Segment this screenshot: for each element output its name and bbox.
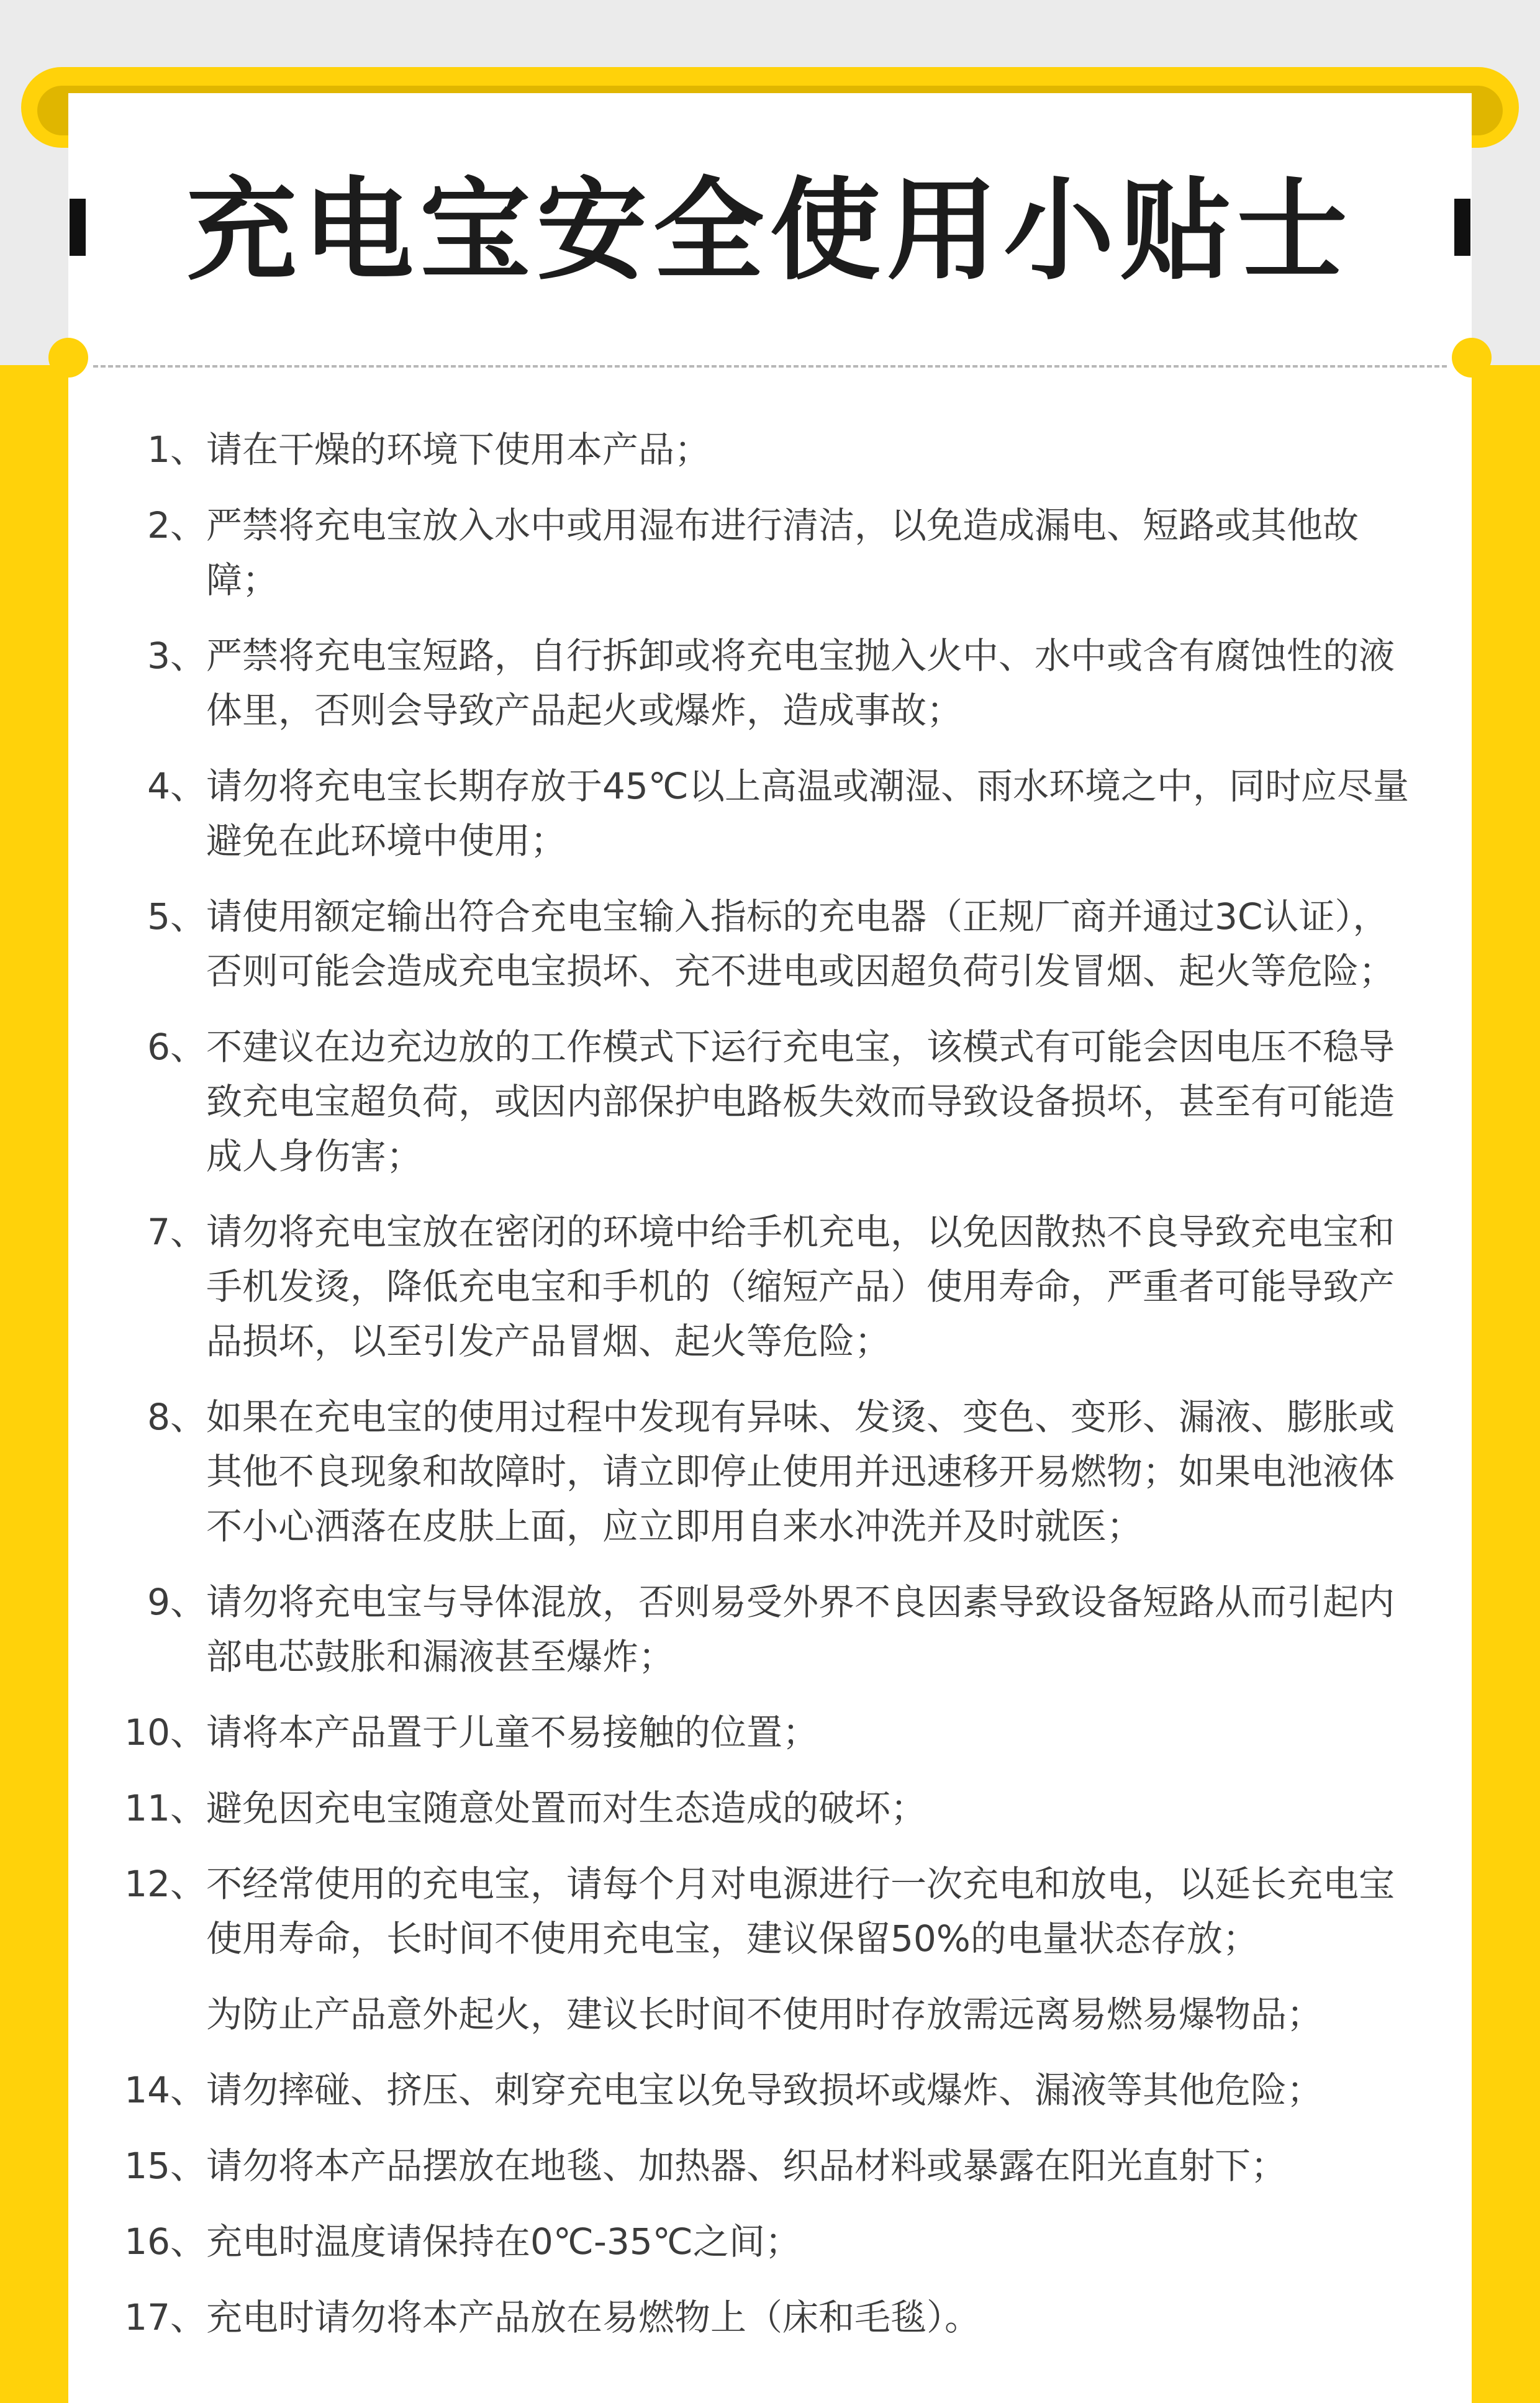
tip-item-16 xyxy=(68,2214,1472,2269)
tip-number: 16、 xyxy=(124,2220,206,2263)
tip-number: 5、 xyxy=(147,895,206,938)
tip-item-17 xyxy=(68,2290,1472,2345)
tip-number: 9、 xyxy=(147,1581,206,1623)
tip-item-6 xyxy=(68,1020,1472,1183)
tip-item-10 xyxy=(68,1705,1472,1760)
tip-text: 如果在充电宝的使用过程中发现有异味、发烫、变色、变形、漏液、膨胀或其他不良现象和故障时，请立即停止使用并迅速移开易燃物；如果电池液体不小心洒落在皮肤上面，应立即用自来水冲洗并及时就医； xyxy=(206,1396,1395,1547)
tip-text: 为防止产品意外起火，建议长时间不使用时存放需远离易燃易爆物品； xyxy=(206,1993,1323,2035)
tip-text: 不经常使用的充电宝，请每个月对电源进行一次充电和放电，以延长充电宝使用寿命，长时间不使用充电宝，建议保留50%的电量状态存放； xyxy=(206,1863,1395,1960)
tip-number: 10、 xyxy=(124,1711,206,1754)
tip-item-9 xyxy=(68,1575,1472,1684)
tip-item-13 xyxy=(68,1987,1472,2042)
tip-item-3 xyxy=(68,628,1472,738)
tip-number: 7、 xyxy=(147,1211,206,1253)
tip-text: 请使用额定输出符合充电宝输入指标的充电器（正规厂商并通过3C认证），否则可能会造成充电宝损坏、充不进电或因超负荷引发冒烟、起火等危险； xyxy=(206,895,1395,992)
tip-item-4 xyxy=(68,759,1472,868)
tip-item-2 xyxy=(68,498,1472,607)
tip-number: 6、 xyxy=(147,1026,206,1068)
tip-text: 不建议在边充边放的工作模式下运行充电宝，该模式有可能会因电压不稳导致充电宝超负荷，或因内部保护电路板失效而导致设备损坏，甚至有可能造成人身伤害； xyxy=(206,1026,1395,1177)
tip-item-8 xyxy=(68,1390,1472,1554)
tip-text: 严禁将充电宝短路，自行拆卸或将充电宝抛入火中、水中或含有腐蚀性的液体里，否则会导致产品起火或爆炸，造成事故； xyxy=(206,635,1395,731)
tip-number: 14、 xyxy=(124,2069,206,2111)
tip-text: 避免因充电宝随意处置而对生态造成的破坏； xyxy=(206,1787,927,1829)
tips-list xyxy=(68,422,1472,2366)
tip-text: 请勿将充电宝放在密闭的环境中给手机充电，以免因散热不良导致充电宝和手机发烫，降低充电宝和手机的（缩短产品）使用寿命，严重者可能导致产品损坏，以至引发产品冒烟、起火等危险； xyxy=(206,1211,1395,1362)
tip-item-15 xyxy=(68,2138,1472,2193)
tip-number: 17、 xyxy=(124,2296,206,2338)
tip-item-5 xyxy=(68,889,1472,998)
tip-text: 严禁将充电宝放入水中或用湿布进行清洁，以免造成漏电、短路或其他故障； xyxy=(206,504,1359,601)
tip-text: 请勿将本产品摆放在地毯、加热器、织品材料或暴露在阳光直射下； xyxy=(206,2145,1287,2187)
tip-text: 请在干燥的环境下使用本产品； xyxy=(206,428,711,471)
tip-text: 请将本产品置于儿童不易接触的位置； xyxy=(206,1711,819,1754)
tip-text: 请勿将充电宝长期存放于45℃以上高温或潮湿、雨水环境之中，同时应尽量避免在此环境中使用； xyxy=(206,765,1409,862)
tip-number: 11、 xyxy=(124,1787,206,1829)
page-title: 充电宝安全使用小贴士 xyxy=(186,166,1354,295)
tip-item-1 xyxy=(68,422,1472,477)
tip-number: 15、 xyxy=(124,2145,206,2187)
dashed-divider xyxy=(93,365,1447,368)
tip-item-11 xyxy=(68,1781,1472,1835)
tip-text: 请勿将充电宝与导体混放，否则易受外界不良因素导致设备短路从而引起内部电芯鼓胀和漏液甚至爆炸； xyxy=(206,1581,1395,1678)
tip-number: 12、 xyxy=(124,1863,206,1905)
tip-text: 请勿摔碰、挤压、刺穿充电宝以免导致损坏或爆炸、漏液等其他危险； xyxy=(206,2069,1323,2111)
tip-number: 3、 xyxy=(147,635,206,677)
tip-number: 1、 xyxy=(147,428,206,471)
tip-item-7 xyxy=(68,1205,1472,1369)
tip-item-14 xyxy=(68,2063,1472,2117)
tip-text: 充电时温度请保持在0℃-35℃之间； xyxy=(206,2220,801,2263)
tip-number: 8、 xyxy=(147,1396,206,1438)
tip-number: 4、 xyxy=(147,765,206,807)
card-notch-left xyxy=(48,338,88,378)
tip-item-12 xyxy=(68,1857,1472,1966)
card-notch-right xyxy=(1452,338,1492,378)
tip-number: 2、 xyxy=(147,504,206,546)
tip-text: 充电时请勿将本产品放在易燃物上（床和毛毯）。 xyxy=(206,2296,981,2338)
